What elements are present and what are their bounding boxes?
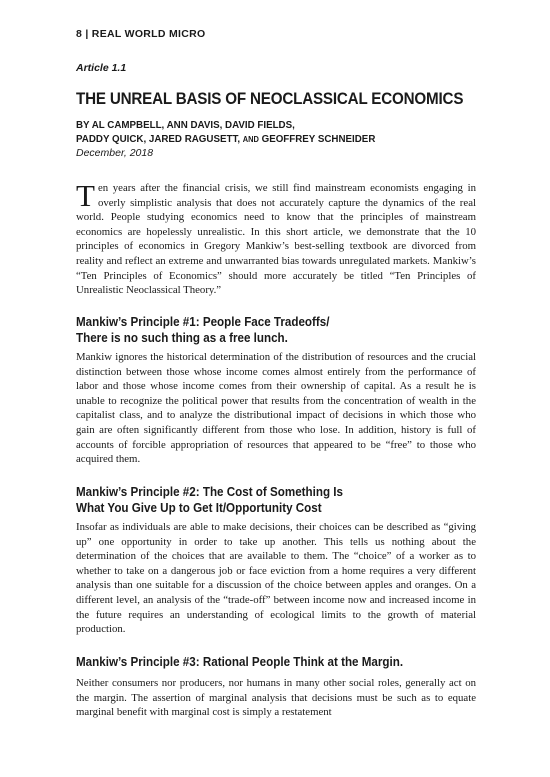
byline-line2b: GEOFFREY SCHNEIDER (258, 133, 376, 145)
section-heading-3 (76, 654, 448, 670)
section-heading-1 (76, 314, 448, 346)
drop-cap: T (76, 178, 95, 213)
section-paragraph-3: Neither consumers nor producers, nor humans in many other social roles, generally act on the margin. The assertion of marginal analysis that decisions must be such as to equate marginal benefit with marginal cost is simply a restatement (76, 677, 476, 719)
intro-text: en years after the financial crisis, we still find mainstream economists engaging in overly simplistic analysis that does not accurately capture the dynamics of the real world. People studying economics need to know that the principles of mainstream economics are hopelessly unrealistic. In this short article, we demonstrate that the 10 principles of economics in Gregory Mankiw’s best-selling textbook are divorced from reality and reflect an extreme and unwarranted bias towards unregulated markets. Mankiw’s “Ten Principles of Economics” should more accurately be titled “Ten Principles of Unrealistic Neoclassical Theory.” (76, 182, 476, 297)
article-date: December, 2018 (76, 147, 154, 159)
byline (76, 118, 467, 147)
byline-line1: BY AL CAMPBELL, ANN DAVIS, DAVID FIELDS, (76, 119, 295, 131)
byline-and: AND (242, 135, 259, 144)
section-heading-1-line2: There is no such thing as a free lunch. (76, 331, 288, 345)
article-label: Article 1.1 (76, 62, 127, 74)
section-heading-2 (76, 484, 448, 516)
running-head: 8 | REAL WORLD MICRO (76, 28, 206, 40)
section-heading-1-line1: Mankiw’s Principle #1: People Face Tradeoffs/ (76, 315, 330, 329)
intro-paragraph (76, 178, 476, 298)
section-heading-2-line2: What You Give Up to Get It/Opportunity Cost (76, 501, 322, 515)
section-heading-3-line1: Mankiw’s Principle #3: Rational People Think at the Margin. (76, 655, 404, 669)
byline-line2a: PADDY QUICK, JARED RAGUSETT, (76, 133, 243, 145)
article-title: THE UNREAL BASIS OF NEOCLASSICAL ECONOMICS (76, 90, 464, 108)
section-heading-2-line1: Mankiw’s Principle #2: The Cost of Something Is (76, 485, 343, 499)
section-paragraph-2: Insofar as individuals are able to make decisions, their choices can be described as “giving up” one opportunity in order to take up another. This tells us nothing about the determination of the choices that are available to them. The “choice” of a worker as to whether to take on a dangerous job or face eviction from a home requires a very different analysis than one suitable for a discussion of the choice between apples and oranges. On a different level, an analysis of the “trade-off” between income now and increased income in the future requires an understanding of ecological limits to the growth of material production. (76, 521, 476, 636)
section-paragraph-1: Mankiw ignores the historical determination of the distribution of resources and the crucial distinction between those whose income comes almost entirely from the performance of labor and those whose income comes from their ownership of capital. As a result he is unable to recognize the political power that results from the concentration of wealth in the capitalist class, and to analyze the distributional impact of decisions in which those who gain are often significantly different from those who lose. In addition, history is full of accounts of forcible appropriation of resources that appeared to be “free” to those who acquired them. (76, 351, 476, 466)
